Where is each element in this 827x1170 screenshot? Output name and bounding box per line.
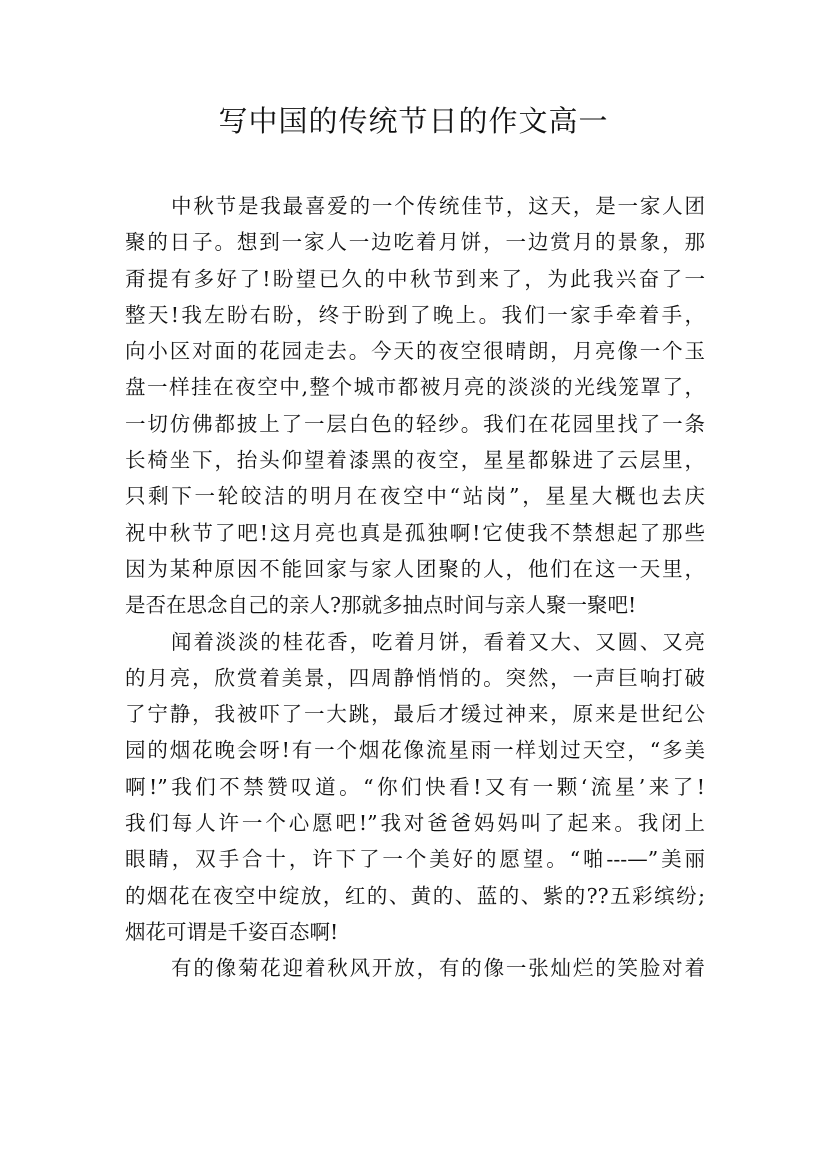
document-body [125, 188, 705, 987]
text-line: 祝中秋节了吧!这月亮也真是孤独啊!它使我不禁想起了那些 [125, 520, 705, 545]
text-line: 甭提有多好了!盼望已久的中秋节到来了，为此我兴奋了一 [125, 266, 705, 291]
text-line: 盘一样挂在夜空中,整个城市都被月亮的淡淡的光线笼罩了， [125, 375, 705, 400]
text-line: 整天!我左盼右盼，终于盼到了晚上。我们一家手牵着手， [125, 302, 705, 327]
text-line: 啊!”我们不禁赞叹道。“你们快看!又有一颗‘流星’来了! [125, 774, 705, 799]
text-line: 只剩下一轮皎洁的明月在夜空中“站岗”，星星大概也去庆 [125, 484, 705, 509]
text-line: 了宁静，我被吓了一大跳，最后才缓过神来，原来是世纪公 [125, 702, 705, 727]
text-line: 烟花可谓是千姿百态啊! [125, 919, 339, 944]
text-line: 的月亮，欣赏着美景，四周静悄悄的。突然，一声巨响打破 [125, 665, 705, 690]
text-line: 我们每人许一个心愿吧!”我对爸爸妈妈叫了起来。我闭上 [125, 811, 705, 836]
text-line: 因为某种原因不能回家与家人团聚的人，他们在这一天里， [125, 556, 705, 581]
text-line: 有的像菊花迎着秋风开放，有的像一张灿烂的笑脸对着 [171, 956, 705, 981]
text-line: 向小区对面的花园走去。今天的夜空很晴朗，月亮像一个玉 [125, 339, 705, 364]
text-line: 一切仿佛都披上了一层白色的轻纱。我们在花园里找了一条 [125, 411, 705, 436]
text-line: 是否在思念自己的亲人?那就多抽点时间与亲人聚一聚吧! [125, 593, 637, 618]
text-line: 长椅坐下，抬头仰望着漆黑的夜空，星星都躲进了云层里， [125, 448, 705, 473]
document-title: 写中国的传统节日的作文高一 [218, 104, 609, 138]
text-line: 眼睛，双手合十，许下了一个美好的愿望。“啪---—”美丽 [125, 847, 705, 872]
text-line: 中秋节是我最喜爱的一个传统佳节，这天，是一家人团 [171, 194, 705, 218]
text-line: 闻着淡淡的桂花香，吃着月饼，看着又大、又圆、又亮 [171, 629, 705, 654]
text-line: 的烟花在夜空中绽放，红的、黄的、蓝的、紫的??五彩缤纷; [125, 883, 705, 908]
text-line: 聚的日子。想到一家人一边吃着月饼，一边赏月的景象，那 [125, 230, 705, 255]
text-line: 园的烟花晚会呀!有一个烟花像流星雨一样划过天空，“多美 [125, 738, 705, 763]
